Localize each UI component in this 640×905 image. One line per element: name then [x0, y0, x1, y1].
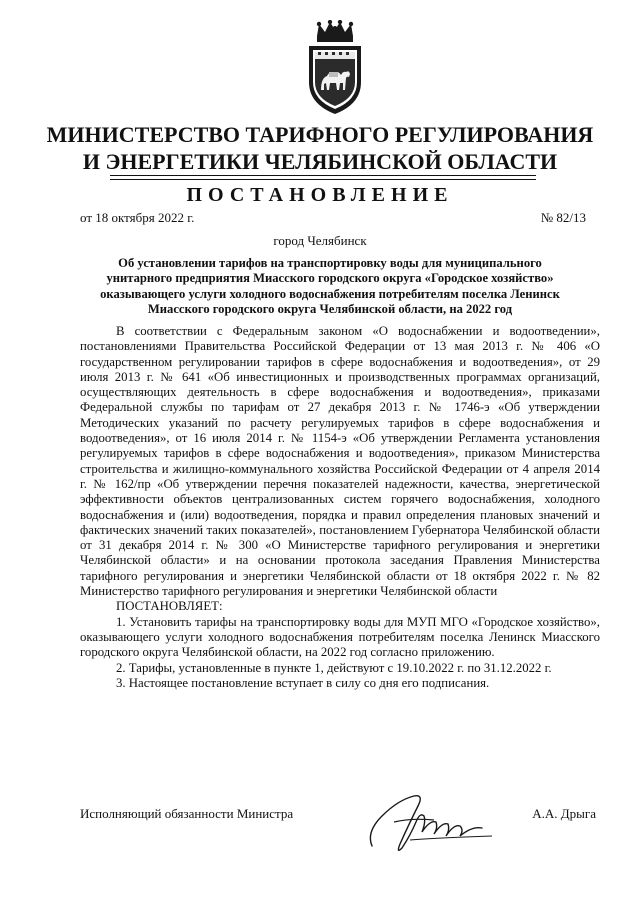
document-type: ПОСТАНОВЛЕНИЕ — [186, 184, 454, 206]
document-city: город Челябинск — [273, 233, 367, 248]
ministry-name-line1: МИНИСТЕРСТВО ТАРИФНОГО РЕГУЛИРОВАНИЯ — [46, 122, 594, 147]
title-line: Об установлении тарифов на транспортировку воды для муниципального — [118, 256, 542, 270]
decree-item-2: 2. Тарифы, установленные в пункте 1, действуют с 19.10.2022 г. по 31.12.2022 г. — [116, 660, 552, 675]
title-line: оказывающего услуги холодного водоснабжения потребителям поселка Ленинск — [100, 286, 560, 301]
decree-word: ПОСТАНОВЛЯЕТ: — [116, 599, 223, 614]
coat-of-arms-icon — [303, 20, 367, 118]
header-divider-thin — [110, 179, 536, 180]
document-number: № 82/13 — [540, 210, 586, 225]
document-date: от 18 октября 2022 г. — [80, 210, 195, 225]
decree-item-1: 1. Установить тарифы на транспортировку воды для МУП МГО «Городское хозяйство», оказывающего услуги холодного водоснабжения потребителям поселка Ленинск Миасского городского округа Челябинской области, на 2022 год согласно приложению. — [80, 614, 600, 660]
signatory-position: Исполняющий обязанности Министра — [80, 806, 294, 821]
preamble-paragraph: В соответствии с Федеральным законом «О водоснабжении и водоотведении», постановлениями Правительства Российской Федерации от 13 мая 2013 г. № 406 «О государственном регулировании тарифов в сфере водоснабжения и водоотведения», от 29 июля 2013 г. № 641 «Об инвестиционных и производственных программах организаций, осуществляющих деятельность в сфере водоснабжения и водоотведения», приказами Федеральной службы по тарифам от 27 декабря 2013 г. № 1746-э «Об утверждении Методических указаний по расчету регулируемых тарифов в сфере водоснабжения и водоотведения», от 16 июля 2014 г. № 1154-э «Об утверждении Регламента установления регулируемых тарифов в сфере водоснабжения и водоотведения», приказом Министерства строительства и жилищно-коммунального хозяйства Российской Федерации от 4 апреля 2014 г. № 162/пр «Об утверждении перечня показателей надежности, качества, энергетической эффективности объектов централизованных систем горячего водоснабжения, холодного водоснабжения и (или) водоотведения, порядка и правил определения плановых значений и фактических значений таких показателей», постановлением Губернатора Челябинской области от 31 декабря 2014 г. № 300 «О Министерстве тарифного регулирования и энергетики Челябинской области» и на основании протокола заседания Правления Министерства тарифного регулирования и энергетики Челябинской области от 18 октября 2022 г. № 82 Министерство тарифного регулирования и энергетики Челябинской области — [80, 324, 600, 599]
handwritten-signature — [364, 782, 496, 860]
title-line: унитарного предприятия Миасского городского округа «Городское хозяйство» — [106, 271, 554, 286]
document-title — [70, 256, 590, 318]
header-divider — [110, 175, 536, 176]
decree-item-3: 3. Настоящее постановление вступает в силу со дня его подписания. — [116, 675, 490, 690]
document-body — [80, 324, 600, 691]
signatory-name: А.А. Дрыга — [532, 806, 596, 821]
title-line: Миасского городского округа Челябинской области, на 2022 год — [147, 302, 513, 317]
ministry-name-line2: И ЭНЕРГЕТИКИ ЧЕЛЯБИНСКОЙ ОБЛАСТИ — [82, 149, 558, 174]
